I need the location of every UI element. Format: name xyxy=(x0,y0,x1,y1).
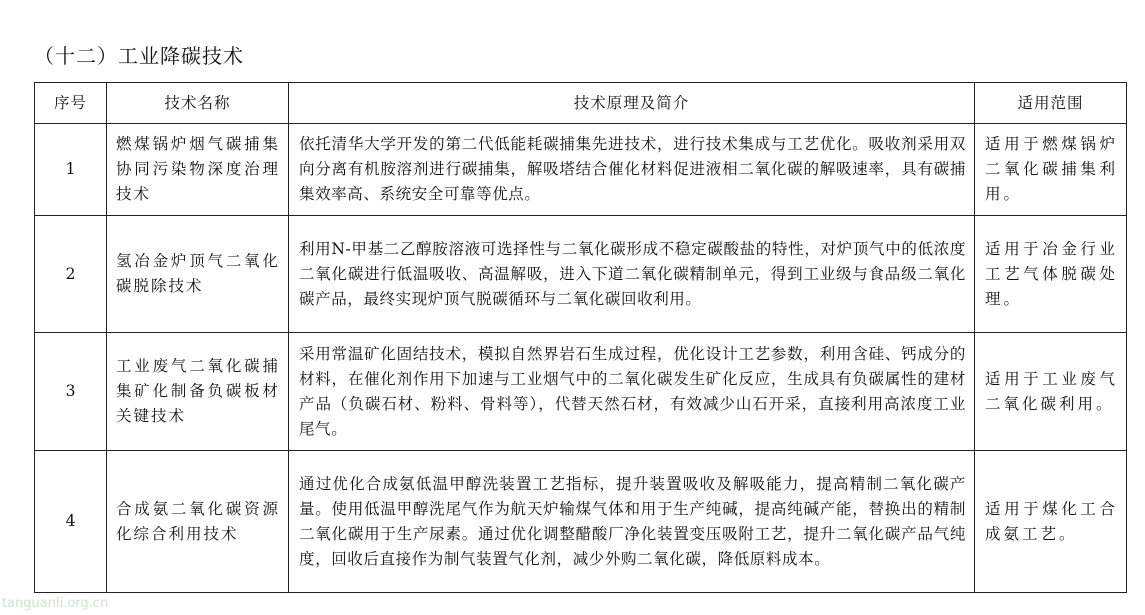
table-row xyxy=(35,124,1127,216)
application-scope: 适用于冶金行业工艺气体脱碳处理。 xyxy=(975,216,1127,333)
header-desc: 技术原理及简介 xyxy=(289,83,975,124)
technology-description: 利用N-甲基二乙醇胺溶液可选择性与二氧化碳形成不稳定碳酸盐的特性，对炉顶气中的低浓度二氧化碳进行低温吸收、高温解吸，进入下道二氧化碳精制单元，得到工业级与食品级二氧化碳产品，最终实现炉顶气脱碳循环与二氧化碳回收利用。 xyxy=(289,216,975,333)
row-number: 2 xyxy=(35,216,107,333)
table-row xyxy=(35,333,1127,451)
technology-description: 采用常温矿化固结技术，模拟自然界岩石生成过程，优化设计工艺参数，利用含硅、钙成分的材料，在催化剂作用下加速与工业烟气中的二氧化碳发生矿化反应，生成具有负碳属性的建材产品（负碳石材、粉料、骨料等），代替天然石材，有效减少山石开采，直接利用高浓度工业尾气。 xyxy=(289,333,975,451)
technology-name: 工业废气二氧化碳捕集矿化制备负碳板材关键技术 xyxy=(107,333,289,451)
table-header-row xyxy=(35,83,1127,124)
technology-name: 氢冶金炉顶气二氧化碳脱除技术 xyxy=(107,216,289,333)
header-scope: 适用范围 xyxy=(975,83,1127,124)
technology-table xyxy=(34,82,1127,593)
table-row xyxy=(35,216,1127,333)
header-name: 技术名称 xyxy=(107,83,289,124)
technology-name: 燃煤锅炉烟气碳捕集协同污染物深度治理技术 xyxy=(107,124,289,216)
technology-description: 通过优化合成氨低温甲醇洗装置工艺指标，提升装置吸收及解吸能力，提高精制二氧化碳产量。使用低温甲醇洗尾气作为航天炉输煤气体和用于生产纯碱，提高纯碱产能，替换出的精制二氧化碳用于生产尿素。通过优化调整醋酸厂净化装置变压吸附工艺，提升二氧化碳产品气纯度，回收后直接作为制气装置气化剂，减少外购二氧化碳，降低原料成本。 xyxy=(289,451,975,593)
table-row xyxy=(35,451,1127,593)
section-title: （十二）工业降碳技术 xyxy=(34,44,244,68)
watermark: tanguanli.org.cn xyxy=(2,596,109,611)
application-scope: 适用于工业废气二氧化碳利用。 xyxy=(975,333,1127,451)
technology-description: 依托清华大学开发的第二代低能耗碳捕集先进技术，进行技术集成与工艺优化。吸收剂采用双向分离有机胺溶剂进行碳捕集，解吸塔结合催化材料促进液相二氧化碳的解吸速率，具有碳捕集效率高、系统安全可靠等优点。 xyxy=(289,124,975,216)
row-number: 1 xyxy=(35,124,107,216)
technology-name: 合成氨二氧化碳资源化综合利用技术 xyxy=(107,451,289,593)
header-no: 序号 xyxy=(35,83,107,124)
application-scope: 适用于燃煤锅炉二氧化碳捕集利用。 xyxy=(975,124,1127,216)
application-scope: 适用于煤化工合成氨工艺。 xyxy=(975,451,1127,593)
row-number: 3 xyxy=(35,333,107,451)
row-number: 4 xyxy=(35,451,107,593)
